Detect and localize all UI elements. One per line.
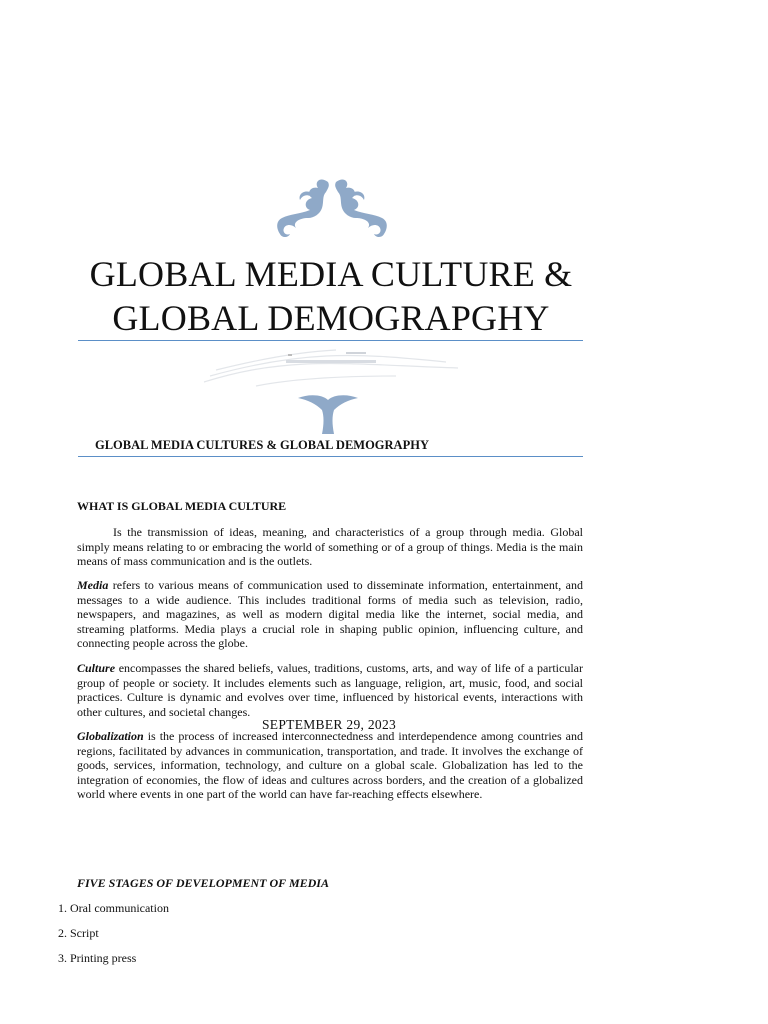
culture-definition: encompasses the shared beliefs, values, traditions, customs, arts, and way of life of a particular group of people or society. It includes elements such as language, religion, art, music, food, and social practices. Culture is dynamic and evolves over time, influenced by historical events, interactions with other cultures, and societal changes. (77, 661, 583, 719)
section-heading-global-media-culture: WHAT IS GLOBAL MEDIA CULTURE (77, 499, 287, 513)
title-divider (78, 340, 583, 341)
list-item: 2. Script (58, 926, 99, 940)
media-paragraph (77, 578, 583, 651)
faded-decoration-icon (196, 342, 466, 390)
bottom-flourish-ornament-icon (294, 392, 362, 436)
media-term: Media (77, 578, 109, 592)
document-date: SEPTEMBER 29, 2023 (262, 717, 397, 732)
culture-paragraph (77, 661, 583, 719)
title-line-1: GLOBAL MEDIA CULTURE & (89, 254, 573, 294)
document-title (78, 252, 584, 340)
globalization-term: Globalization (77, 729, 144, 743)
globalization-paragraph (77, 729, 583, 802)
top-flourish-ornament-icon (270, 174, 394, 242)
list-item: 1. Oral communication (58, 901, 169, 915)
globalization-definition: is the process of increased interconnectedness and interdependence among countries and regions, facilitated by advances in communication, transportation, and trade. It involves the exchange of goods, services, information, technology, and culture on a global scale. Globalization has led to the integration of economies, the flow of ideas and cultures across borders, and the creation of a globalized world where events in one part of the world can have far-reaching effects elsewhere. (77, 729, 583, 801)
title-line-2: GLOBAL DEMOGRAPGHY (112, 298, 550, 338)
culture-term: Culture (77, 661, 116, 675)
media-definition: refers to various means of communication used to disseminate information, entertainment, and messages to a wide audience. This includes traditional forms of media such as television, radio, newspapers, and magazines, as well as modern digital media like the internet, social media, and streaming platforms. Media plays a crucial role in shaping public opinion, influencing culture, and connecting people across the globe. (77, 578, 583, 650)
intro-paragraph: Is the transmission of ideas, meaning, and characteristics of a group through media. Global simply means relating to or embracing the world of something or of a group of things. Media is the main means of mass communication and is the outlets. (77, 525, 583, 568)
document-subtitle: GLOBAL MEDIA CULTURES & GLOBAL DEMOGRAPHY (95, 438, 429, 452)
subtitle-divider (78, 456, 583, 457)
stages-heading: FIVE STAGES OF DEVELOPMENT OF MEDIA (77, 876, 329, 890)
list-item: 3. Printing press (58, 951, 137, 965)
